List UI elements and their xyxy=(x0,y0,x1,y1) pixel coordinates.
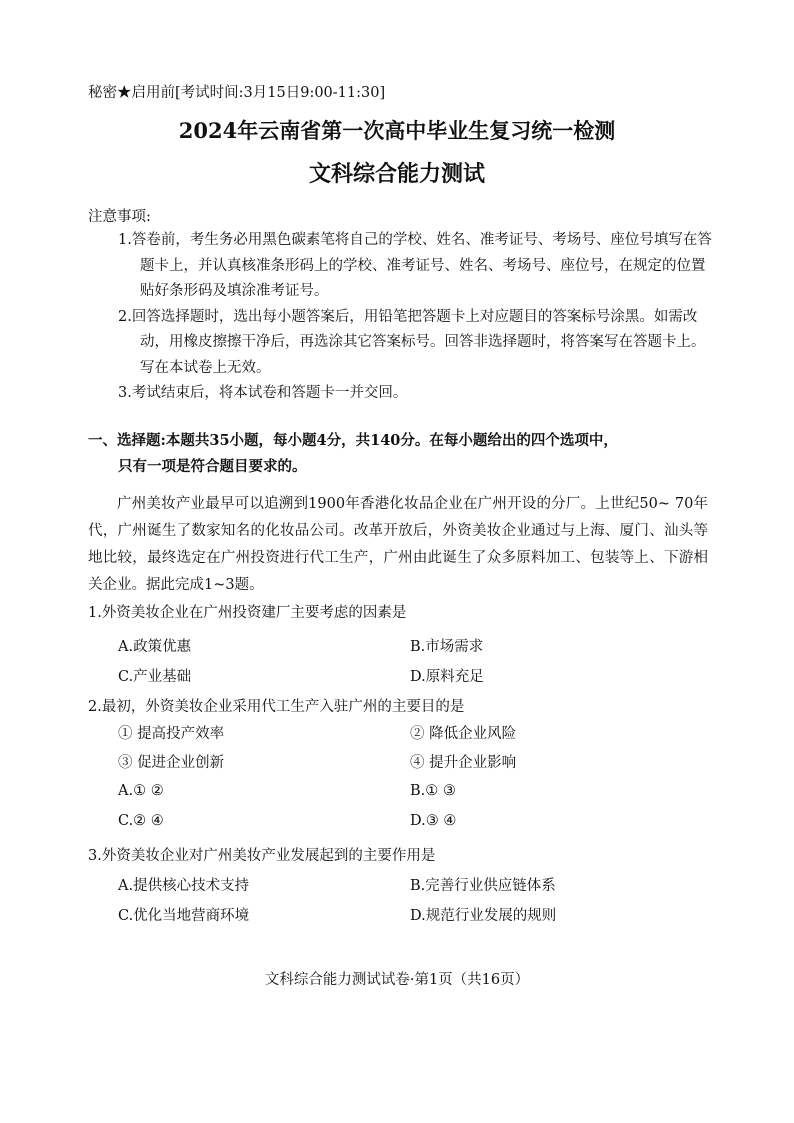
question-stem: 2.最初，外资美妆企业采用代工生产入驻广州的主要目的是 xyxy=(88,699,465,715)
option: D.原料充足 xyxy=(410,669,484,685)
option: B.完善行业供应链体系 xyxy=(410,878,556,894)
section-heading xyxy=(88,428,708,480)
option: A.提供核心技术支持 xyxy=(118,878,250,894)
statement: ① 提高投产效率 xyxy=(118,726,225,742)
question-stem: 3.外资美妆企业对广州美妆产业发展起到的主要作用是 xyxy=(88,848,436,864)
option: B.市场需求 xyxy=(410,639,484,655)
statement: ④ 提升企业影响 xyxy=(410,755,517,771)
notice-item: 1.答卷前，考生务必用黑色碳素笔将自己的学校、姓名、准考证号、考场号、座位号填写在答题卡上，并认真核准条形码上的学校、准考证号、姓名、考场号、座位号，在规定的位置贴好条形码及填涂准考证号。 xyxy=(118,232,712,299)
option: C.优化当地营商环境 xyxy=(118,908,250,924)
confidential-header: 秘密★启用前[考试时间:3月15日9:00-11:30] xyxy=(88,85,386,101)
page-footer: 文科综合能力测试试卷·第1页（共16页） xyxy=(264,972,530,988)
statement: ③ 促进企业创新 xyxy=(118,755,225,771)
exam-title: 2024年云南省第一次高中毕业生复习统一检测 xyxy=(178,118,616,143)
option: B.① ③ xyxy=(410,783,456,799)
reading-passage: 广州美妆产业最早可以追溯到1900年香港化妆品企业在广州开设的分厂。上世纪50~ 70年代，广州诞生了数家知名的化妆品公司。改革开放后，外资美妆企业通过与上海、厦门、汕头等地比较，最终选定在广州投资进行代工生产，广州由此诞生了众多原料加工、包装等上、下游相关企业。据此完成1~3题。 xyxy=(88,496,708,593)
option: A.政策优惠 xyxy=(118,639,192,655)
option: D.③ ④ xyxy=(410,813,457,829)
statement: ② 降低企业风险 xyxy=(410,726,517,742)
option: A.① ② xyxy=(118,783,164,799)
option: C.② ④ xyxy=(118,813,164,829)
option: C.产业基础 xyxy=(118,669,192,685)
question-stem: 1.外资美妆企业在广州投资建厂主要考虑的因素是 xyxy=(88,605,407,621)
notice-list xyxy=(118,228,718,407)
notice-heading: 注意事项: xyxy=(88,209,151,225)
option: D.规范行业发展的规则 xyxy=(410,908,557,924)
notice-item: 2.回答选择题时，选出每小题答案后，用铅笔把答题卡上对应题目的答案标号涂黑。如需改动，用橡皮擦擦干净后，再选涂其它答案标号。回答非选择题时，将答案写在答题卡上。写在本试卷上无效。 xyxy=(118,308,706,376)
notice-item: 3.考试结束后，将本试卷和答题卡一并交回。 xyxy=(118,385,408,401)
section-line-2: 只有一项是符合题目要求的。 xyxy=(118,458,307,475)
exam-subtitle: 文科综合能力测试 xyxy=(308,161,485,187)
section-line-1: 一、选择题:本题共35小题，每小题4分，共140分。在每小题给出的四个选项中， xyxy=(88,432,618,449)
